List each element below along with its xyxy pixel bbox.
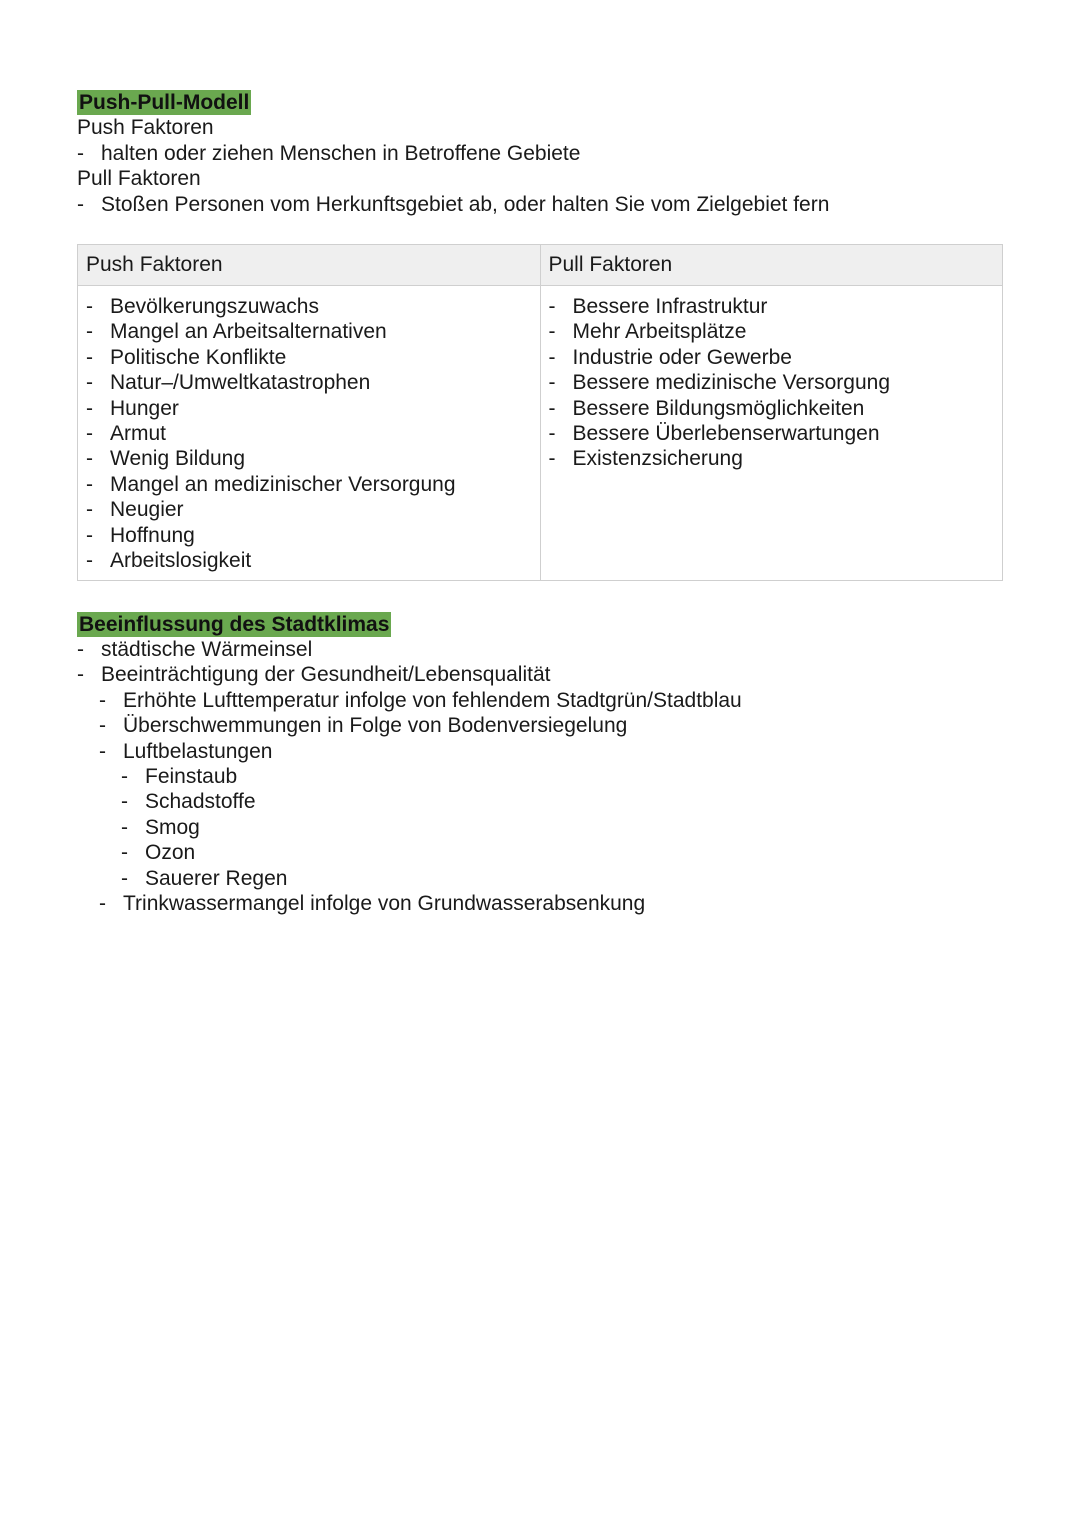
list-item — [77, 840, 1007, 865]
pull-factor-item — [549, 421, 995, 446]
push-factor-item — [86, 472, 532, 497]
bullet-dash: - — [121, 790, 128, 814]
push-factor-item — [86, 523, 532, 548]
bullet-dash: - — [121, 815, 128, 839]
pull-factor-item — [549, 319, 995, 344]
bullet-dash: - — [86, 295, 93, 319]
list-item — [77, 815, 1007, 840]
bullet-dash: - — [86, 371, 93, 395]
section-push-pull-lines — [77, 115, 1007, 217]
bullet-dash: - — [548, 345, 556, 369]
pull-factor-item-text: Bessere Überlebenserwartungen — [572, 422, 880, 446]
section-stadtklima-lines — [77, 637, 1007, 916]
bullet-dash: - — [86, 422, 93, 446]
list-item — [77, 662, 1007, 687]
list-item-text: Trinkwassermangel infolge von Grundwasserabsenkung — [123, 891, 646, 915]
bullet-dash: - — [99, 688, 106, 712]
pull-factor-item — [549, 294, 995, 319]
push-factor-item-text: Politische Konflikte — [110, 345, 287, 369]
pull-factor-item — [549, 370, 995, 395]
bullet-dash: - — [99, 714, 106, 738]
list-item-text: Smog — [145, 815, 200, 839]
list-item-text: Stoßen Personen vom Herkunftsgebiet ab, oder halten Sie vom Zielgebiet fern — [101, 192, 830, 216]
push-factor-item-text: Wenig Bildung — [110, 447, 246, 471]
table-header-row — [78, 245, 1003, 286]
list-item — [77, 891, 1007, 916]
bullet-dash: - — [77, 192, 84, 216]
push-factor-item — [86, 446, 532, 471]
bullet-dash: - — [121, 764, 128, 788]
bullet-dash: - — [86, 523, 93, 547]
section-heading-push-pull: Push-Pull-Modell — [79, 91, 250, 114]
push-factor-item — [86, 319, 532, 344]
bullet-dash: - — [86, 447, 93, 471]
list-item — [77, 688, 1007, 713]
list-item — [77, 637, 1007, 662]
bullet-dash: - — [548, 320, 556, 344]
document-page — [77, 90, 1007, 916]
table-row — [78, 286, 1003, 580]
bullet-dash: - — [548, 447, 556, 471]
push-factor-item-text: Arbeitslosigkeit — [110, 549, 252, 573]
bullet-dash: - — [548, 396, 556, 420]
pull-factor-item — [549, 396, 995, 421]
list-item-text: Schadstoffe — [145, 790, 256, 814]
section-heading-stadtklima: Beeinflussung des Stadtklimas — [79, 612, 390, 636]
bullet-dash: - — [86, 498, 93, 522]
factors-table — [77, 244, 1003, 580]
bullet-dash: - — [77, 637, 84, 661]
pull-factor-item-text: Bessere Infrastruktur — [572, 295, 768, 319]
push-factor-item-text: Mangel an Arbeitsalternativen — [110, 320, 387, 344]
push-factor-item-text: Armut — [110, 422, 167, 446]
bullet-dash: - — [86, 320, 93, 344]
bullet-dash: - — [548, 371, 556, 395]
list-item-text: Beeinträchtigung der Gesundheit/Lebensqualität — [101, 663, 551, 687]
bullet-dash: - — [548, 295, 556, 319]
pull-factors-cell — [540, 286, 1003, 580]
push-factor-item — [86, 421, 532, 446]
bullet-dash: - — [86, 345, 93, 369]
list-item-text: Überschwemmungen in Folge von Bodenversiegelung — [123, 714, 628, 738]
bullet-dash: - — [86, 472, 93, 496]
push-factor-item — [86, 548, 532, 573]
pull-factor-item-text: Bessere Bildungsmöglichkeiten — [572, 396, 865, 420]
push-factor-item-text: Bevölkerungszuwachs — [110, 295, 319, 319]
bullet-dash: - — [99, 891, 106, 915]
pull-factor-item — [549, 345, 995, 370]
bullet-dash: - — [77, 663, 84, 687]
push-factor-item — [86, 370, 532, 395]
list-item-text: halten oder ziehen Menschen in Betroffene Gebiete — [101, 141, 581, 165]
pull-factor-item-text: Existenzsicherung — [572, 447, 743, 471]
table-header-push: Push Faktoren — [78, 245, 541, 286]
list-item-text: Sauerer Regen — [145, 866, 288, 890]
list-item — [77, 764, 1007, 789]
list-item — [77, 141, 1007, 166]
list-item — [77, 866, 1007, 891]
pull-factor-item-text: Bessere medizinische Versorgung — [572, 371, 891, 395]
section-push-pull — [77, 90, 1007, 217]
list-item-text: Erhöhte Lufttemperatur infolge von fehlendem Stadtgrün/Stadtblau — [123, 688, 742, 712]
push-factor-item — [86, 294, 532, 319]
list-item — [77, 166, 1007, 191]
table-header-pull: Pull Faktoren — [540, 245, 1003, 286]
bullet-dash: - — [86, 396, 93, 420]
list-item — [77, 739, 1007, 764]
pull-factor-item-text: Industrie oder Gewerbe — [572, 345, 792, 369]
list-item-text: städtische Wärmeinsel — [101, 637, 313, 661]
list-item-text: Ozon — [145, 841, 196, 865]
list-item — [77, 789, 1007, 814]
list-item-text: Push Faktoren — [77, 116, 214, 140]
push-factor-item-text: Mangel an medizinischer Versorgung — [110, 472, 456, 496]
bullet-dash: - — [99, 739, 106, 763]
list-item-text: Luftbelastungen — [123, 739, 273, 763]
bullet-dash: - — [548, 422, 556, 446]
bullet-dash: - — [77, 141, 84, 165]
push-factor-item-text: Natur–/Umweltkatastrophen — [110, 371, 371, 395]
push-factor-item-text: Hoffnung — [110, 523, 195, 547]
push-factor-item — [86, 345, 532, 370]
bullet-dash: - — [86, 549, 93, 573]
pull-factor-item — [549, 446, 995, 471]
list-item — [77, 192, 1007, 217]
bullet-dash: - — [121, 841, 128, 865]
push-factor-item-text: Neugier — [110, 498, 184, 522]
push-factor-item — [86, 396, 532, 421]
list-item — [77, 713, 1007, 738]
push-factor-item-text: Hunger — [110, 396, 179, 420]
list-item-text: Feinstaub — [145, 764, 238, 788]
pull-factor-item-text: Mehr Arbeitsplätze — [572, 320, 747, 344]
list-item-text: Pull Faktoren — [77, 167, 201, 191]
list-item — [77, 115, 1007, 140]
push-factor-item — [86, 497, 532, 522]
bullet-dash: - — [121, 866, 128, 890]
section-stadtklima — [77, 612, 1007, 917]
push-factors-cell — [78, 286, 541, 580]
